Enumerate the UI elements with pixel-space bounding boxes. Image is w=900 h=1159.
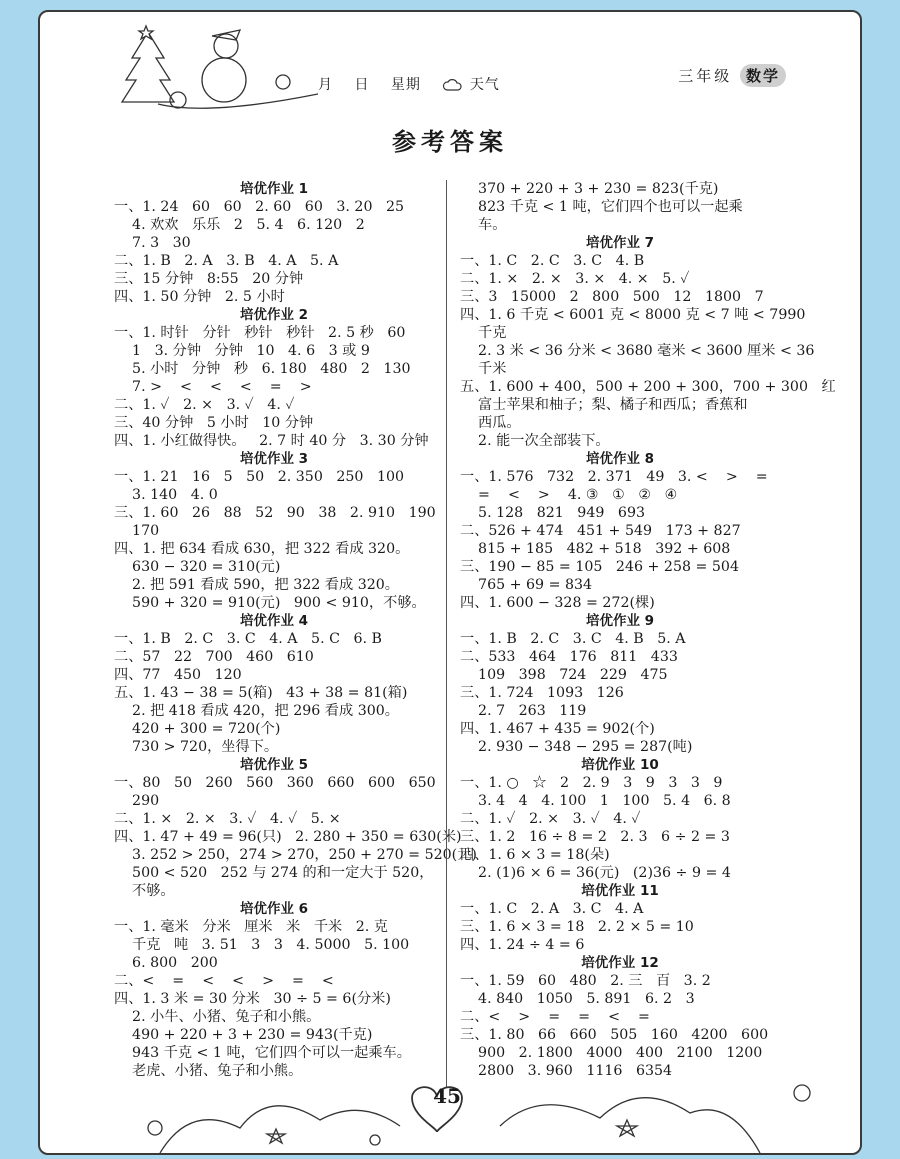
- answer-line: 5. 小时 分钟 秒 6. 180 480 2 130: [114, 361, 411, 377]
- answer-line: 西瓜。: [460, 415, 521, 431]
- right-answer-column: [460, 180, 836, 1080]
- answer-line: 二、< > = = < =: [460, 1009, 650, 1025]
- answer-line: 一、1. 24 60 60 2. 60 60 3. 20 25: [114, 199, 405, 215]
- answer-line: 千米: [460, 361, 507, 377]
- subject-badge: 数学: [740, 64, 786, 87]
- answer-line: 3. 140 4. 0: [114, 487, 218, 503]
- day-label: 日: [354, 77, 370, 93]
- weekday-label: 星期: [390, 77, 421, 93]
- answer-line: 170: [114, 523, 160, 539]
- answer-line: 一、1. 59 60 480 2. 三 百 3. 2: [460, 973, 711, 989]
- answer-line: 五、1. 600 + 400，500 + 200 + 300，700 + 300 红: [460, 379, 836, 395]
- answer-line: 四、1. 600 − 328 = 272(棵): [460, 595, 655, 611]
- answer-line: 943 千克 < 1 吨，它们四个可以一起乘车。: [114, 1045, 411, 1061]
- answer-line: 1 3. 分钟 分钟 10 4. 6 3 或 9: [114, 343, 370, 359]
- answer-line: 千克: [460, 325, 507, 341]
- answer-line: 2. 把 591 看成 590，把 322 看成 320。: [114, 577, 399, 593]
- grade-subject: [678, 64, 786, 87]
- answer-line: 三、1. 60 26 88 52 90 38 2. 910 190: [114, 505, 436, 521]
- page-number: 45: [433, 1084, 461, 1108]
- answer-line: 一、1. C 2. A 3. C 4. A: [460, 901, 644, 917]
- grade-label: 三年级: [678, 67, 733, 85]
- answer-line: 109 398 724 229 475: [460, 667, 668, 683]
- page-title: 参考答案: [392, 127, 508, 156]
- column-divider: [446, 180, 447, 1088]
- answer-line: 四、1. 24 ÷ 4 = 6: [460, 937, 585, 953]
- answer-line: 一、1. B 2. C 3. C 4. B 5. A: [460, 631, 686, 647]
- answer-line: 823 千克 < 1 吨，它们四个也可以一起乘: [460, 199, 743, 215]
- answer-line: 三、190 − 85 = 105 246 + 258 = 504: [460, 559, 739, 575]
- date-weather-line: [318, 74, 516, 94]
- answer-line: 三、3 15000 2 800 500 12 1800 7: [460, 289, 764, 305]
- answer-line: 四、1. 3 米 = 30 分米 30 ÷ 5 = 6(分米): [114, 991, 391, 1007]
- cloud-icon: [442, 78, 464, 92]
- answer-line: 一、80 50 260 560 360 660 600 650: [114, 775, 436, 791]
- section-heading: 培优作业 9: [585, 613, 655, 629]
- answer-line: 2. 把 418 看成 420，把 296 看成 300。: [114, 703, 399, 719]
- answer-line: 一、1. 21 16 5 50 2. 350 250 100: [114, 469, 405, 485]
- section-heading: 培优作业 1: [239, 181, 309, 197]
- answer-line: 二、1. × 2. × 3. × 4. × 5. ✓: [460, 271, 690, 287]
- section-heading: 培优作业 2: [239, 307, 309, 323]
- page-header: [40, 12, 860, 122]
- weather-label: 天气: [469, 77, 500, 93]
- section-heading: 培优作业 11: [581, 883, 659, 899]
- answer-line: 420 + 300 = 720(个): [114, 721, 281, 737]
- answer-line: 2. 能一次全部装下。: [460, 433, 610, 449]
- answer-line: 不够。: [114, 883, 175, 899]
- answer-line: 一、1. 576 732 2. 371 49 3. < > =: [460, 469, 768, 485]
- answer-line: 900 2. 1800 4000 400 2100 1200: [460, 1045, 763, 1061]
- answer-line: 四、1. 6 × 3 = 18(朵): [460, 847, 610, 863]
- answer-line: 765 + 69 = 834: [460, 577, 593, 593]
- answer-line: 二、57 22 700 460 610: [114, 649, 314, 665]
- answer-page: [38, 10, 862, 1155]
- answer-line: 三、15 分钟 8:55 20 分钟: [114, 271, 304, 287]
- answer-line: 630 − 320 = 310(元): [114, 559, 281, 575]
- answer-line: 5. 128 821 949 693: [460, 505, 645, 521]
- section-heading: 培优作业 7: [585, 235, 655, 251]
- answer-line: 三、1. 80 66 660 505 160 4200 600: [460, 1027, 769, 1043]
- answer-line: 老虎、小猪、兔子和小熊。: [114, 1063, 303, 1079]
- christmas-decoration-icon: [118, 24, 318, 114]
- answer-line: 二、1. × 2. × 3. ✓ 4. ✓ 5. ×: [114, 811, 341, 827]
- month-label: 月: [318, 77, 333, 93]
- answer-line: 7. > < < < = >: [114, 379, 312, 395]
- answer-line: 富士苹果和柚子；梨、橘子和西瓜；香蕉和: [460, 397, 748, 413]
- section-heading: 培优作业 10: [581, 757, 659, 773]
- answer-line: 五、1. 43 − 38 = 5(箱) 43 + 38 = 81(箱): [114, 685, 408, 701]
- answer-line: 四、1. 50 分钟 2. 5 小时: [114, 289, 285, 305]
- answer-line: 三、1. 2 16 ÷ 8 = 2 2. 3 6 ÷ 2 = 3: [460, 829, 730, 845]
- answer-line: 2. 3 米 < 36 分米 < 3680 毫米 < 3600 厘米 < 36: [460, 343, 815, 359]
- answer-line: 二、1. ✓ 2. × 3. ✓ 4. ✓: [114, 397, 295, 413]
- answer-line: 三、1. 6 × 3 = 18 2. 2 × 5 = 10: [460, 919, 694, 935]
- answer-line: 二、1. ✓ 2. × 3. ✓ 4. ✓: [460, 811, 641, 827]
- answer-line: 2. (1)6 × 6 = 36(元) (2)36 ÷ 9 = 4: [460, 865, 731, 881]
- answer-line: 3. 252 > 250，274 > 270，250 + 270 = 520(元): [114, 847, 477, 863]
- answer-line: 一、1. ○ ☆ 2 2. 9 3 9 3 3 9: [460, 775, 723, 791]
- answer-line: 二、1. B 2. A 3. B 4. A 5. A: [114, 253, 339, 269]
- answer-line: = < > 4. ③ ① ② ④: [460, 487, 678, 503]
- answer-line: 千克 吨 3. 51 3 3 4. 5000 5. 100: [114, 937, 410, 953]
- answer-line: 370 + 220 + 3 + 230 = 823(千克): [460, 181, 719, 197]
- answer-line: 一、1. 毫米 分米 厘米 米 千米 2. 克: [114, 919, 388, 935]
- section-heading: 培优作业 5: [239, 757, 309, 773]
- answer-line: 四、1. 467 + 435 = 902(个): [460, 721, 655, 737]
- answer-line: 7. 3 30: [114, 235, 191, 251]
- answer-line: 四、1. 47 + 49 = 96(只) 2. 280 + 350 = 630(米): [114, 829, 462, 845]
- answer-line: 四、77 450 120: [114, 667, 242, 683]
- answer-line: 二、526 + 474 451 + 549 173 + 827: [460, 523, 741, 539]
- answer-line: 一、1. B 2. C 3. C 4. A 5. C 6. B: [114, 631, 382, 647]
- answer-line: 490 + 220 + 3 + 230 = 943(千克): [114, 1027, 373, 1043]
- answer-line: 3. 4 4 4. 100 1 100 5. 4 6. 8: [460, 793, 731, 809]
- answer-line: 四、1. 把 634 看成 630，把 322 看成 320。: [114, 541, 410, 557]
- answer-line: 6. 800 200: [114, 955, 218, 971]
- answer-line: 815 + 185 482 + 518 392 + 608: [460, 541, 731, 557]
- answer-line: 500 < 520 252 与 274 的和一定大于 520，: [114, 865, 434, 881]
- answer-line: 2800 3. 960 1116 6354: [460, 1063, 673, 1079]
- answer-line: 四、1. 6 千克 < 6001 克 < 8000 克 < 7 吨 < 7990: [460, 307, 806, 323]
- answer-line: 四、1. 小红做得快。 2. 7 时 40 分 3. 30 分钟: [114, 433, 429, 449]
- answer-line: 290: [114, 793, 160, 809]
- answer-line: 一、1. C 2. C 3. C 4. B: [460, 253, 645, 269]
- answer-line: 4. 欢欢 乐乐 2 5. 4 6. 120 2: [114, 217, 365, 233]
- section-heading: 培优作业 12: [581, 955, 659, 971]
- answer-line: 730 > 720，坐得下。: [114, 739, 279, 755]
- answer-line: 4. 840 1050 5. 891 6. 2 3: [460, 991, 695, 1007]
- answer-line: 2. 7 263 119: [460, 703, 587, 719]
- left-answer-column: [114, 180, 477, 1080]
- answer-line: 车。: [460, 217, 507, 233]
- answer-line: 590 + 320 = 910(元) 900 < 910，不够。: [114, 595, 426, 611]
- answer-line: 三、40 分钟 5 小时 10 分钟: [114, 415, 314, 431]
- answer-line: 一、1. 时针 分针 秒针 秒针 2. 5 秒 60: [114, 325, 406, 341]
- section-heading: 培优作业 4: [239, 613, 309, 629]
- answer-line: 2. 930 − 348 − 295 = 287(吨): [460, 739, 693, 755]
- section-heading: 培优作业 8: [585, 451, 655, 467]
- answer-line: 三、1. 724 1093 126: [460, 685, 624, 701]
- section-heading: 培优作业 6: [239, 901, 309, 917]
- answer-line: 2. 小牛、小猪、兔子和小熊。: [114, 1009, 321, 1025]
- answer-line: 二、533 464 176 811 433: [460, 649, 678, 665]
- section-heading: 培优作业 3: [239, 451, 309, 467]
- answer-line: 二、< = < < > = <: [114, 973, 334, 989]
